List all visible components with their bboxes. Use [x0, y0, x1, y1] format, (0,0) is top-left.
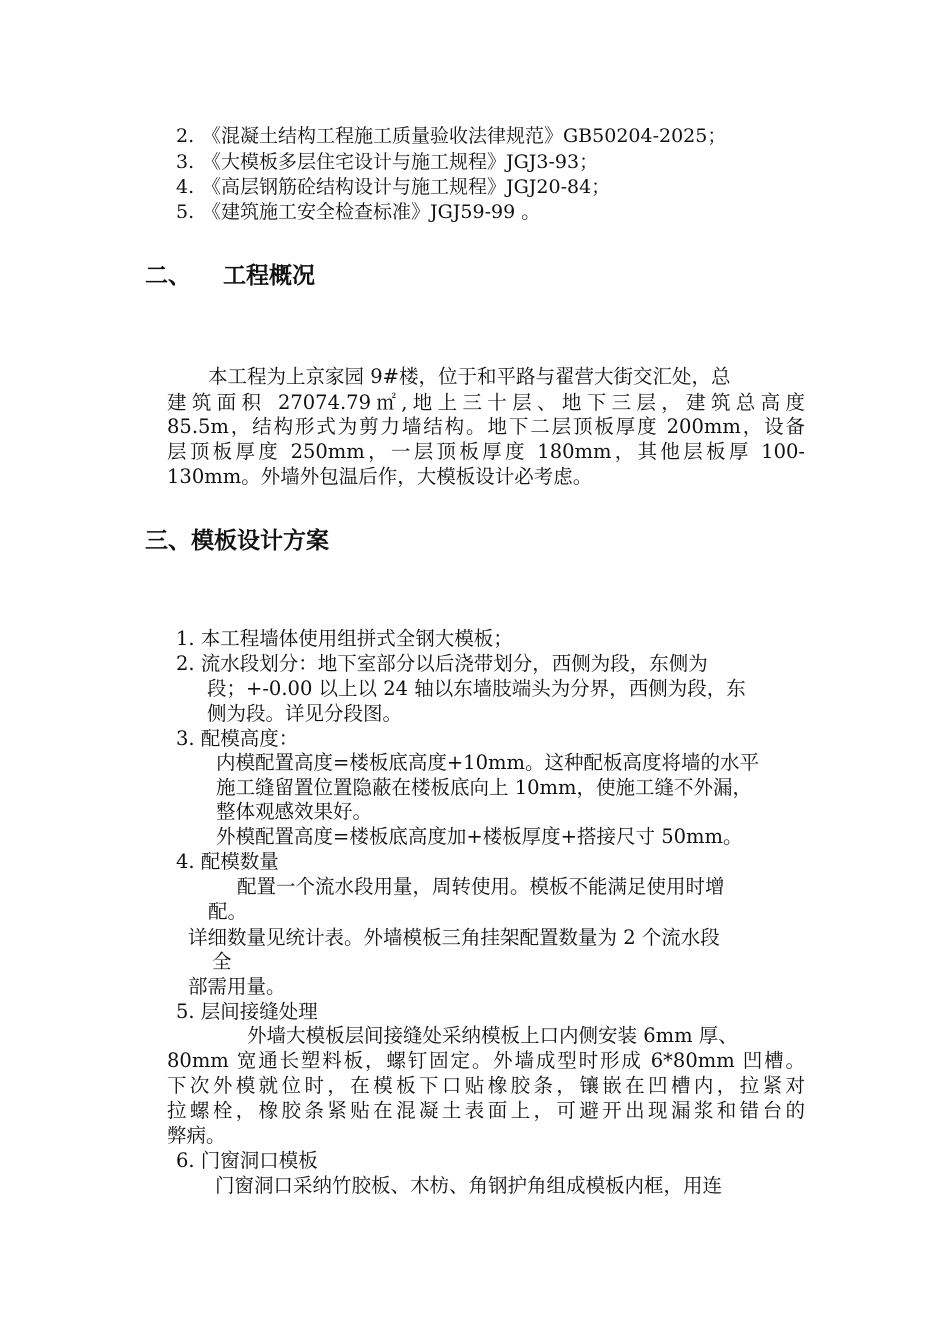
- design-item-5-text: 80mm 宽通长塑料板，螺钉固定。外墙成型时形成 6*80mm 凹槽。: [167, 1049, 805, 1072]
- design-item-2: 2. 流水段划分：地下室部分以后浇带划分，西侧为段，东侧为: [176, 652, 708, 675]
- design-item-5-text: 外墙大模板层间接缝处采纳模板上口内侧安装 6mm 厚、: [247, 1024, 738, 1047]
- section-heading-formwork-design: 三、模板设计方案: [145, 528, 329, 554]
- design-item-3-text: 施工缝留置位置隐蔽在楼板底向上 10mm，使施工缝不外漏，: [216, 776, 752, 799]
- design-item-5-text: 下次外模就位时，在模板下口贴橡胶条，镶嵌在凹槽内，拉紧对: [167, 1074, 805, 1097]
- design-item-4-text: 详细数量见统计表。外墙模板三角挂架配置数量为 2 个流水段: [188, 926, 720, 949]
- design-item-3: 3. 配模高度：: [176, 727, 299, 750]
- design-item-1: 1. 本工程墙体使用组拼式全钢大模板；: [176, 627, 513, 650]
- design-item-4-text: 配置一个流水段用量，周转使用。模板不能满足使用时增: [237, 875, 725, 898]
- design-item-5: 5. 层间接缝处理: [176, 1000, 318, 1023]
- reference-item: 3. 《大模板多层住宅设计与施工规程》JGJ3-93；: [176, 151, 599, 173]
- design-item-2-cont: 侧为段。详见分段图。: [207, 702, 403, 725]
- design-item-3-text: 整体观感效果好。: [216, 800, 373, 823]
- reference-item: 5. 《建筑施工安全检查标准》JGJ59-99 。: [176, 201, 541, 223]
- section-heading-overview: 二、 工程概况: [145, 263, 316, 289]
- design-item-2-cont: 段；+-0.00 以上以 24 轴以东墙肢端头为分界，西侧为段，东: [207, 677, 746, 700]
- reference-item: 4. 《高层钢筋砼结构设计与施工规程》JGJ20-84；: [176, 176, 611, 198]
- design-item-3-text: 外模配置高度=楼板底高度加+楼板厚度+搭接尺寸 50mm。: [216, 825, 743, 848]
- overview-paragraph-line: 130mm。外墙外包温后作，大模板设计必考虑。: [167, 465, 593, 488]
- reference-item: 2. 《混凝土结构工程施工质量验收法律规范》GB50204-2025；: [176, 125, 727, 147]
- design-item-5-text: 弊病。: [167, 1124, 226, 1147]
- design-item-4-text: 配。: [208, 900, 248, 923]
- design-item-3-text: 内模配置高度=楼板底高度+10mm。这种配板高度将墙的水平: [216, 751, 759, 774]
- design-item-4: 4. 配模数量: [176, 850, 279, 873]
- design-item-6: 6. 门窗洞口模板: [176, 1149, 318, 1172]
- overview-paragraph-line: 建筑面积 27074.79㎡,地上三十层、地下三层，建筑总高度: [167, 391, 805, 414]
- overview-paragraph-line: 本工程为上京家园 9#楼，位于和平路与翟营大街交汇处，总: [208, 365, 731, 388]
- design-item-4-text: 部需用量。: [188, 975, 286, 998]
- design-item-5-text: 拉螺栓，橡胶条紧贴在混凝土表面上，可避开出现漏浆和错台的: [167, 1099, 805, 1122]
- design-item-6-text: 门窗洞口采纳竹胶板、木枋、角钢护角组成模板内框，用连: [215, 1174, 723, 1197]
- design-item-4-text: 全: [212, 950, 232, 973]
- overview-paragraph-line: 层顶板厚度 250mm，一层顶板厚度 180mm，其他层板厚 100-: [167, 440, 805, 463]
- overview-paragraph-line: 85.5m，结构形式为剪力墙结构。地下二层顶板厚度 200mm，设备: [167, 415, 805, 438]
